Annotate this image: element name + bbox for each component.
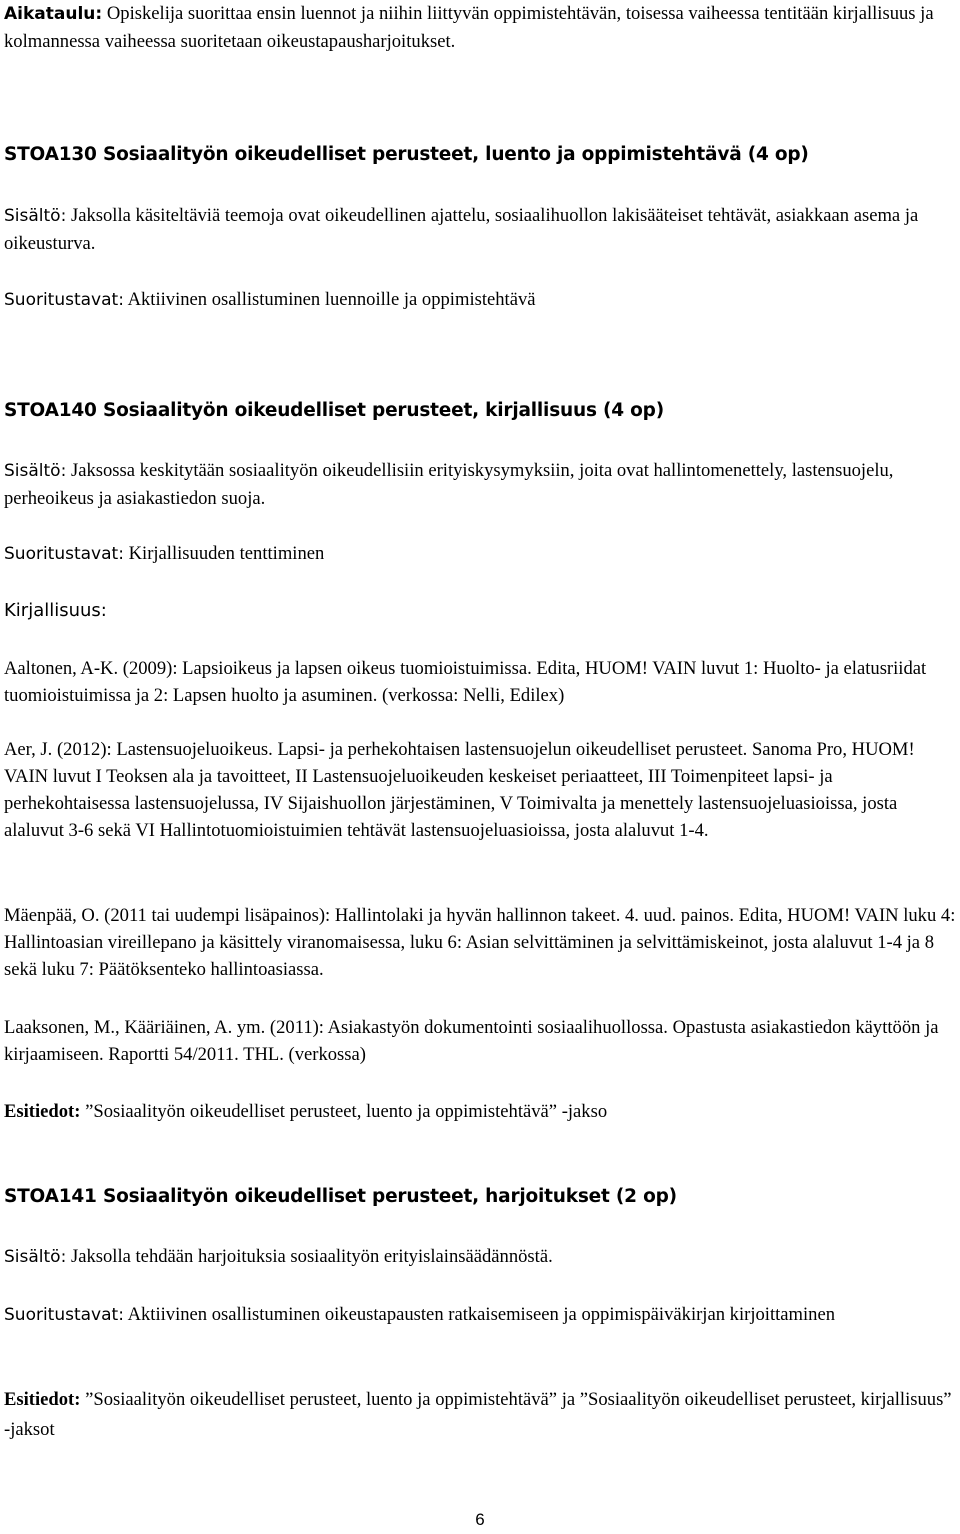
stoa141-methods-label: Suoritustavat:: [4, 1305, 124, 1325]
stoa141-prerequisites: [4, 1385, 956, 1445]
literature-item: Aer, J. (2012): Lastensuojeluoikeus. Lapsi- ja perhekohtaisen lastensuojelun oikeudelliset perusteet. Sanoma Pro, HUOM! VAIN luvut I Teoksen ala ja tavoitteet, II Lastensuojeluoikeuden keskeiset periaatteet, III Toimenpiteet lapsi- ja perhekohtaisessa lastensuojelussa, IV Sijaishuollon järjestäminen, V Toimivalta ja menettely lastensuojeluasioissa, josta alaluvut 3-6 sekä VI Hallintotuomioistuimien tehtävät lastensuojeluasioissa, josta alaluvut 1-4.: [4, 739, 915, 841]
stoa140-prerequisites: [4, 1098, 956, 1125]
stoa141-prereq-text: ”Sosiaalityön oikeudelliset perusteet, luento ja oppimistehtävä” ja ”Sosiaalityön oikeudelliset perusteet, kirjallisuus” -jaksot: [4, 1389, 952, 1440]
schedule-text: Opiskelija suorittaa ensin luennot ja niihin liittyvän oppimistehtävän, toisessa vaiheessa tentitään kirjallisuus ja kolmannessa vaiheessa suoritetaan oikeustapausharjoitukset.: [4, 3, 934, 52]
stoa130-methods-label: Suoritustavat:: [4, 290, 124, 310]
stoa140-content: [4, 457, 956, 512]
page-number: 6: [475, 1510, 485, 1529]
stoa141-heading: STOA141 Sosiaalityön oikeudelliset perusteet, harjoitukset (2 op): [4, 1186, 677, 1207]
stoa130-content-label: Sisältö:: [4, 206, 67, 226]
literature-item: Aaltonen, A-K. (2009): Lapsioikeus ja lapsen oikeus tuomioistuimissa. Edita, HUOM! VAIN luvut 1: Huolto- ja elatusriidat tuomioistuimissa ja 2: Lapsen huolto ja asuminen. (verkossa: Nelli, Edilex): [4, 658, 927, 706]
stoa140-methods-label: Suoritustavat:: [4, 544, 124, 564]
stoa141-prereq-label: Esitiedot:: [4, 1389, 81, 1410]
schedule-label: Aikataulu:: [4, 4, 103, 24]
stoa140-content-label: Sisältö:: [4, 461, 67, 481]
stoa130-content: [4, 202, 956, 257]
stoa130-methods-text: Aktiivinen osallistuminen luennoille ja oppimistehtävä: [127, 289, 536, 310]
stoa140-content-text: Jaksossa keskitytään sosiaalityön oikeudellisiin erityiskysymyksiin, joita ovat hallintomenettely, lastensuojelu, perheoikeus ja asiakastiedon suoja.: [4, 460, 894, 509]
stoa140-methods: [4, 540, 956, 568]
stoa141-methods: [4, 1301, 956, 1329]
stoa140-prereq-text: ”Sosiaalityön oikeudelliset perusteet, luento ja oppimistehtävä” -jakso: [85, 1101, 608, 1122]
stoa140-heading: STOA140 Sosiaalityön oikeudelliset perusteet, kirjallisuus (4 op): [4, 400, 664, 421]
stoa140-prereq-label: Esitiedot:: [4, 1101, 81, 1122]
literature-label: Kirjallisuus:: [4, 600, 107, 621]
stoa141-content-text: Jaksolla tehdään harjoituksia sosiaalityön erityislainsäädännöstä.: [70, 1246, 553, 1267]
stoa130-methods: [4, 286, 956, 314]
literature-item: Mäenpää, O. (2011 tai uudempi lisäpainos): Hallintolaki ja hyvän hallinnon takeet. 4. uud. painos. Edita, HUOM! VAIN luku 4: Hallintoasian vireillepano ja käsittely viranomaisessa, luku 6: Asian selvittäminen ja selvittämiskeinot, josta alaluvut 1-4 ja 8 sekä luku 7: Päätöksenteko hallintoasiassa.: [4, 905, 956, 980]
schedule-paragraph: [4, 0, 956, 55]
stoa140-methods-text: Kirjallisuuden tenttiminen: [128, 543, 325, 564]
stoa141-content: [4, 1243, 956, 1271]
stoa141-content-label: Sisältö:: [4, 1247, 67, 1267]
stoa130-heading: STOA130 Sosiaalityön oikeudelliset perusteet, luento ja oppimistehtävä (4 op): [4, 144, 809, 165]
literature-item: Laaksonen, M., Kääriäinen, A. ym. (2011): Asiakastyön dokumentointi sosiaalihuollossa. Opastusta asiakastiedon käyttöön ja kirjaamiseen. Raportti 54/2011. THL. (verkossa): [4, 1017, 939, 1065]
stoa130-content-text: Jaksolla käsiteltäviä teemoja ovat oikeudellinen ajattelu, sosiaalihuollon lakisääteiset tehtävät, asiakkaan asema ja oikeusturva.: [4, 205, 919, 254]
stoa141-methods-text: Aktiivinen osallistuminen oikeustapausten ratkaisemiseen ja oppimispäiväkirjan kirjoittaminen: [127, 1304, 836, 1325]
